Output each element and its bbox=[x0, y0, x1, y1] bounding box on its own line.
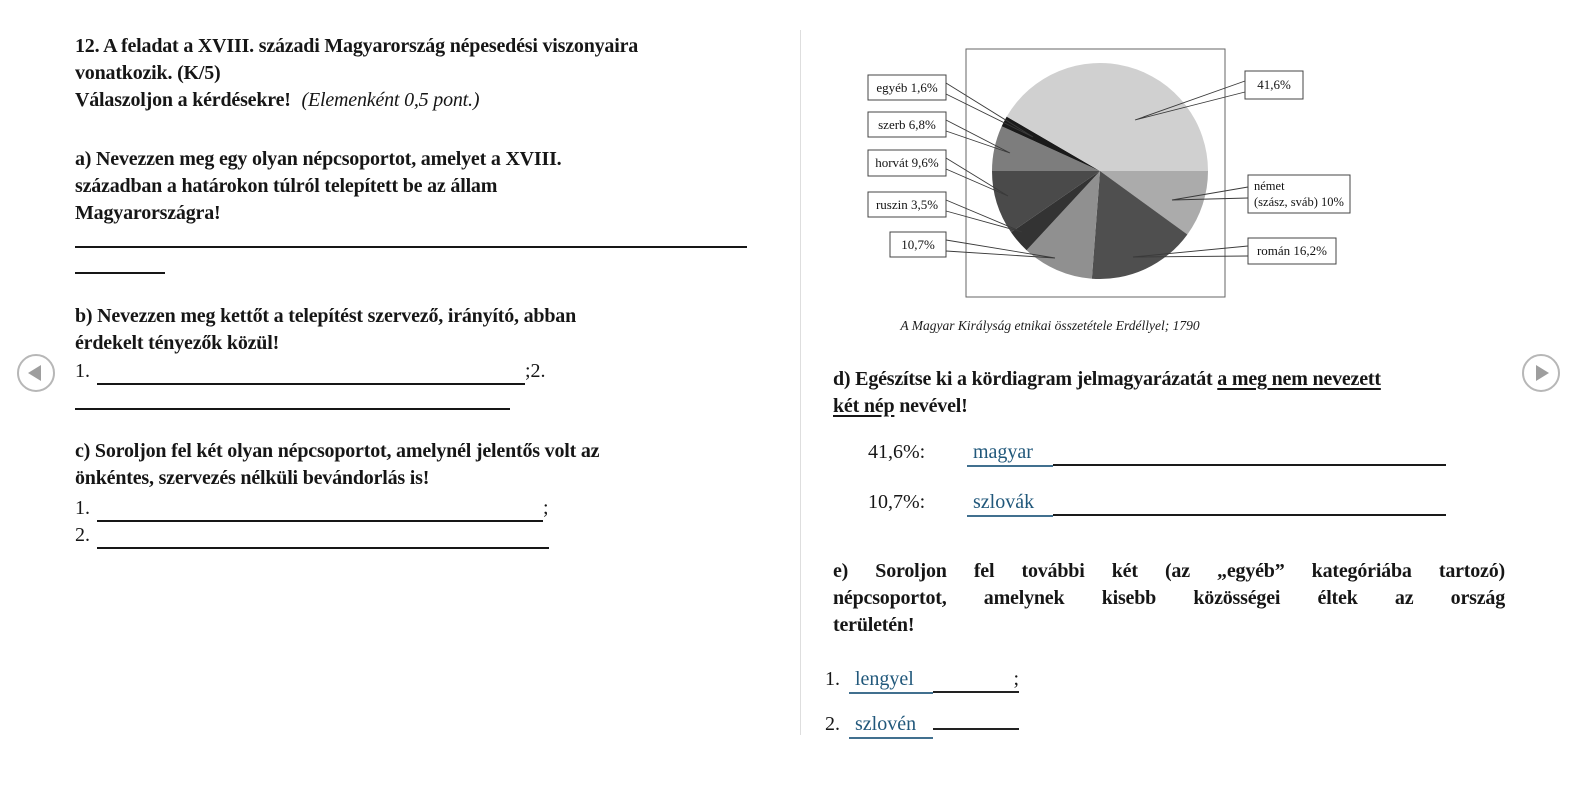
column-divider bbox=[800, 30, 801, 735]
answer-a-line-1[interactable] bbox=[75, 226, 747, 248]
callout-label-horvat: horvát 9,6% bbox=[875, 155, 939, 170]
legend-answer-2-line[interactable] bbox=[1053, 491, 1446, 516]
ethnic-pie-chart bbox=[830, 35, 1390, 335]
question-d-underlined-1: a meg nem nevezett bbox=[1217, 368, 1381, 390]
answer-c1-row bbox=[75, 497, 549, 522]
e-answer-1-line[interactable] bbox=[933, 668, 1019, 693]
question-b-line-1: b) Nevezzen meg kettőt a telepítést szervező, irányító, abban bbox=[75, 305, 576, 327]
callout-label-szlovak: 10,7% bbox=[901, 237, 935, 252]
e-answer-2[interactable]: szlovén bbox=[849, 713, 933, 739]
answer-c2-prefix: 2. bbox=[75, 524, 90, 546]
legend-answer-2[interactable]: szlovák bbox=[967, 491, 1053, 517]
task-title-line-1: 12. A feladat a XVIII. századi Magyarország népesedési viszonyaira bbox=[75, 35, 639, 57]
callout-label-nemet-2: (szász, sváb) 10% bbox=[1254, 195, 1344, 209]
subtitle-bold: Válaszoljon a kérdésekre! bbox=[75, 89, 291, 111]
legend-answer-field-2[interactable] bbox=[967, 491, 1446, 517]
callout-label-egyeb: egyéb 1,6% bbox=[876, 80, 938, 95]
prev-page-button[interactable] bbox=[17, 354, 55, 392]
question-c-line-1: c) Soroljon fel két olyan népcsoportot, amelynél jelentős volt az bbox=[75, 440, 600, 462]
answer-b1-field[interactable] bbox=[97, 360, 525, 385]
answer-b-row bbox=[75, 360, 546, 385]
chevron-left-icon bbox=[28, 365, 41, 381]
legend-answer-row-1 bbox=[868, 441, 1446, 467]
legend-answer-field-1[interactable] bbox=[967, 441, 1446, 467]
answer-c1-suffix: ; bbox=[543, 497, 549, 519]
question-d-line-1 bbox=[833, 366, 1381, 393]
answer-c2-row bbox=[75, 524, 549, 549]
e-answer-1-prefix: 1. bbox=[825, 668, 840, 690]
question-b-line-2: érdekelt tényezők közül! bbox=[75, 332, 280, 354]
e-answer-row-2 bbox=[825, 713, 1019, 739]
e-answer-2-prefix: 2. bbox=[825, 713, 840, 735]
chart-caption: A Magyar Királyság etnikai összetétele Erdéllyel; 1790 bbox=[900, 318, 1200, 333]
e-answer-row-1 bbox=[825, 668, 1019, 694]
legend-answer-row-2 bbox=[868, 491, 1446, 517]
answer-c2-field[interactable] bbox=[97, 524, 549, 549]
legend-answer-1-line[interactable] bbox=[1053, 441, 1446, 466]
legend-pct-1: 41,6%: bbox=[868, 441, 926, 463]
question-e-line-3: területén! bbox=[833, 614, 915, 636]
task-title-line-2: vonatkozik. (K/5) bbox=[75, 62, 221, 84]
question-d-line-2 bbox=[833, 393, 968, 420]
answer-b2-field[interactable] bbox=[75, 388, 510, 410]
question-a-line-3: Magyarországra! bbox=[75, 202, 221, 224]
answer-c1-prefix: 1. bbox=[75, 497, 90, 519]
answer-b2-prefix: ;2. bbox=[525, 360, 546, 382]
answer-a-line-2[interactable] bbox=[75, 252, 165, 274]
task-subtitle bbox=[75, 87, 479, 114]
chevron-right-icon bbox=[1536, 365, 1549, 381]
question-e-line-2: népcsoportot, amelynek kisebb közösségei éltek az ország bbox=[833, 587, 1505, 609]
callout-label-ruszin: ruszin 3,5% bbox=[875, 197, 939, 212]
legend-answer-1[interactable]: magyar bbox=[967, 441, 1053, 467]
callout-label-nemet-1: német bbox=[1254, 179, 1285, 193]
callout-label-szerb: szerb 6,8% bbox=[878, 117, 936, 132]
e-answer-1-suffix: ; bbox=[1013, 668, 1019, 690]
answer-c1-field[interactable] bbox=[97, 497, 543, 522]
pie-slices-group bbox=[992, 63, 1208, 279]
question-c-line-2: önkéntes, szervezés nélküli bevándorlás is! bbox=[75, 467, 430, 489]
legend-pct-2: 10,7%: bbox=[868, 491, 926, 513]
e-answer-2-line[interactable] bbox=[933, 728, 1019, 730]
next-page-button[interactable] bbox=[1522, 354, 1560, 392]
subtitle-points: (Elemenként 0,5 pont.) bbox=[301, 89, 480, 111]
question-a-line-2: században a határokon túlról telepített be az állam bbox=[75, 175, 498, 197]
question-e-line-1: e) Soroljon fel további két (az „egyéb” kategóriába tartozó) bbox=[833, 560, 1505, 582]
answer-b1-prefix: 1. bbox=[75, 360, 90, 382]
e-answer-1[interactable]: lengyel bbox=[849, 668, 933, 694]
question-d-text-1: d) Egészítse ki a kördiagram jelmagyarázatát bbox=[833, 368, 1218, 390]
question-d-text-2: nevével! bbox=[894, 395, 968, 417]
callout-label-magyar: 41,6% bbox=[1257, 77, 1291, 92]
question-a-line-1: a) Nevezzen meg egy olyan népcsoportot, amelyet a XVIII. bbox=[75, 148, 562, 170]
question-d-underlined-2: két nép bbox=[833, 395, 895, 417]
callout-label-roman: román 16,2% bbox=[1256, 243, 1328, 258]
